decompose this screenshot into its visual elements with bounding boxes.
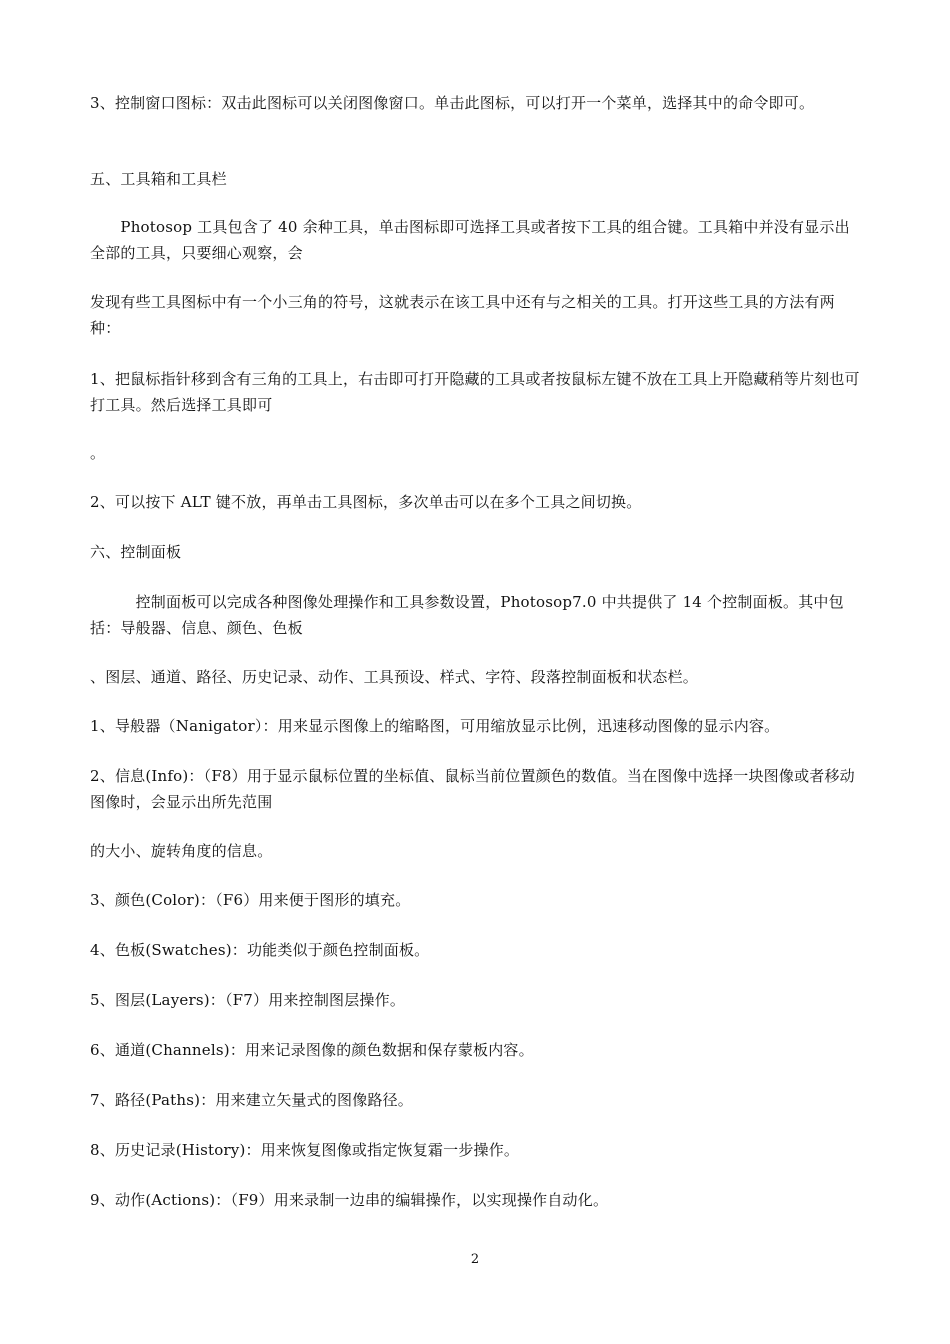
paragraph-panels-intro: 控制面板可以完成各种图像处理操作和工具参数设置，Photosop7.0 中共提供了 14 个控制面板。其中包括：导般器、信息、颜色、色板	[90, 593, 844, 637]
paragraph-info-continued: 的大小、旋转角度的信息。	[90, 842, 273, 860]
heading-toolbox: 五、工具箱和工具栏	[90, 170, 227, 188]
paragraph-toolbox-intro: Photosop 工具包含了 40 余种工具，单击图标即可选择工具或者按下工具的组合键。工具箱中并没有显示出全部的工具，只要细心观察，会	[90, 218, 850, 262]
paragraph-info: 2、信息(Info)：（F8）用于显示鼠标位置的坐标值、鼠标当前位置颜色的数值。当在图像中选择一块图像或者移动图像时，会显示出所先范围	[90, 767, 855, 811]
heading-control-panels: 六、控制面板	[90, 543, 182, 561]
paragraph-layers: 5、图层(Layers)：（F7）用来控制图层操作。	[90, 991, 406, 1009]
paragraph-paths: 7、路径(Paths)：用来建立矢量式的图像路径。	[90, 1091, 413, 1109]
paragraph-navigator: 1、导般器（Nanigator）：用来显示图像上的缩略图，可用缩放显示比例，迅速移动图像的显示内容。	[90, 717, 780, 735]
paragraph-method-2: 2、可以按下 ALT 键不放，再单击工具图标，多次单击可以在多个工具之间切换。	[90, 493, 642, 511]
paragraph-actions: 9、动作(Actions)：（F9）用来录制一边串的编辑操作，以实现操作自动化。	[90, 1191, 609, 1209]
paragraph-toolbox-triangle: 发现有些工具图标中有一个小三角的符号，这就表示在该工具中还有与之相关的工具。打开这些工具的方法有两种：	[90, 293, 835, 337]
paragraph-channels: 6、通道(Channels)：用来记录图像的颜色数据和保存蒙板内容。	[90, 1041, 534, 1059]
paragraph-color: 3、颜色(Color)：（F6）用来便于图形的填充。	[90, 891, 411, 909]
paragraph-history: 8、历史记录(History)：用来恢复图像或指定恢复霜一步操作。	[90, 1141, 520, 1159]
paragraph-panels-list: 、图层、通道、路径、历史记录、动作、工具预设、样式、字符、段落控制面板和状态栏。	[90, 668, 699, 686]
paragraph-swatches: 4、色板(Swatches)：功能类似于颜色控制面板。	[90, 941, 430, 959]
page-number: 2	[470, 1252, 480, 1267]
paragraph-stray-period: 。	[90, 444, 106, 462]
paragraph-method-1: 1、把鼠标指针移到含有三角的工具上，右击即可打开隐藏的工具或者按鼠标左键不放在工具上开隐藏稍等片刻也可打工具。然后选择工具即可	[90, 370, 860, 414]
paragraph-control-window-icon: 3、控制窗口图标：双击此图标可以关闭图像窗口。单击此图标，可以打开一个菜单，选择其中的命令即可。	[90, 94, 815, 112]
